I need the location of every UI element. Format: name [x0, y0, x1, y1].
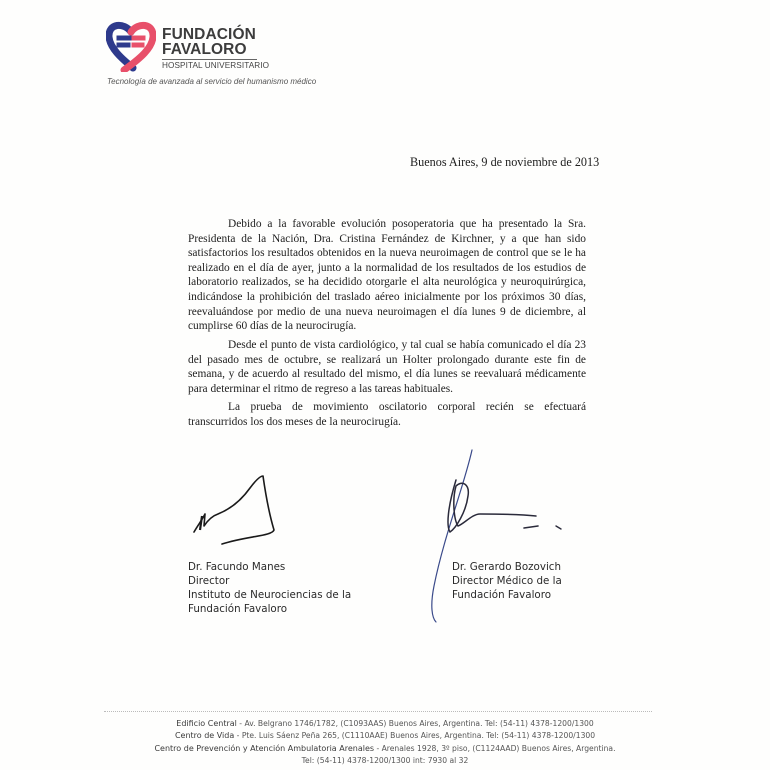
brand-line-2: FAVALORO: [162, 41, 247, 58]
signatory-title: Director Médico de la: [452, 575, 562, 587]
body-paragraph-2: [188, 338, 586, 396]
footer-location-label: Centro de Vida: [174, 731, 235, 741]
paragraph-text: Debido a la favorable evolución posoperatoria que ha presentado la Sra. Presidenta de la Nación, Dra. Cristina Fernández de Kirchner, y a que han sido satisfactorios los resultados obtenidos en la nueva neuroimagen de control que se le ha realizado en el día de ayer, junto a la normalidad de los resultados de los estudios de laboratorio realizados, se ha decidido otorgarle el alta neurológica y neuroquirúrgica, indicándose la prohibición del traslado aéreo inicialmente por los próximos 30 días, reevaluándose por medio de una nueva neuroimagen el día lunes 9 de diciembre, al cumplirse 60 días de la neurocirugía.: [188, 218, 586, 333]
brand-line-1: FUNDACIÓN: [162, 26, 256, 43]
signatory-title: Fundación Favaloro: [188, 603, 288, 615]
brand-subtitle: HOSPITAL UNIVERSITARIO: [162, 61, 270, 70]
footer-location-label: Centro de Prevención y Atención Ambulatoria Arenales: [154, 743, 375, 753]
footer-line: [100, 743, 670, 755]
signatory-bozovich: [452, 560, 562, 602]
signatory-name: Dr. Gerardo Bozovich: [452, 561, 561, 573]
letter-date: Buenos Aires, 9 de noviembre de 2013: [410, 155, 600, 169]
signatory-name: Dr. Facundo Manes: [188, 561, 286, 573]
footer-line: [100, 755, 670, 767]
paragraph-text: Desde el punto de vista cardiológico, y tal cual se había comunicado el día 23 del pasado mes de octubre, se realizará un Holter prolongado durante este fin de semana, y de acuerdo al resultado del mismo, el día lunes se reevaluará médicamente para determinar el ritmo de regreso a las tareas habituales.: [188, 339, 586, 395]
body-paragraph-3: [188, 400, 586, 429]
signature-manes-icon: [188, 470, 288, 560]
footer-line: [100, 730, 670, 742]
signatory-manes: [188, 560, 351, 616]
footer-location-text: - Av. Belgrano 1746/1782, (C1093AAS) Buenos Aires, Argentina. Tel: (54-11) 4378-1200/1300: [236, 719, 594, 728]
footer-location-text: Tel: (54-11) 4378-1200/1300 int: 7930 al 32: [301, 756, 469, 766]
footer-location-text: - Arenales 1928, 3º piso, (C1124AAD) Buenos Aires, Argentina.: [374, 743, 616, 753]
body-paragraph-1: [188, 217, 586, 334]
signatory-title: Fundación Favaloro: [452, 589, 552, 601]
brand-tagline: Tecnología de avanzada al servicio del humanismo médico: [107, 77, 317, 86]
heart-cross-logo-icon: [106, 20, 156, 72]
footer-location-text: - Pte. Luis Sáenz Peña 265, (C1110AAE) Buenos Aires, Argentina. Tel: (54-11) 4378-1200/1300: [234, 731, 596, 741]
signatory-title: Director: [188, 575, 230, 587]
signatory-title: Instituto de Neurociencias de la: [188, 589, 352, 601]
footer-line: [100, 718, 670, 730]
brand-name: [162, 27, 256, 57]
footer-addresses: [100, 718, 670, 768]
brand-divider: [162, 59, 257, 60]
paragraph-text: La prueba de movimiento oscilatorio corporal recién se efectuará transcurridos los dos meses de la neurocirugía.: [188, 401, 586, 428]
footer-divider: [104, 711, 652, 712]
footer-location-label: Edificio Central: [176, 719, 237, 728]
